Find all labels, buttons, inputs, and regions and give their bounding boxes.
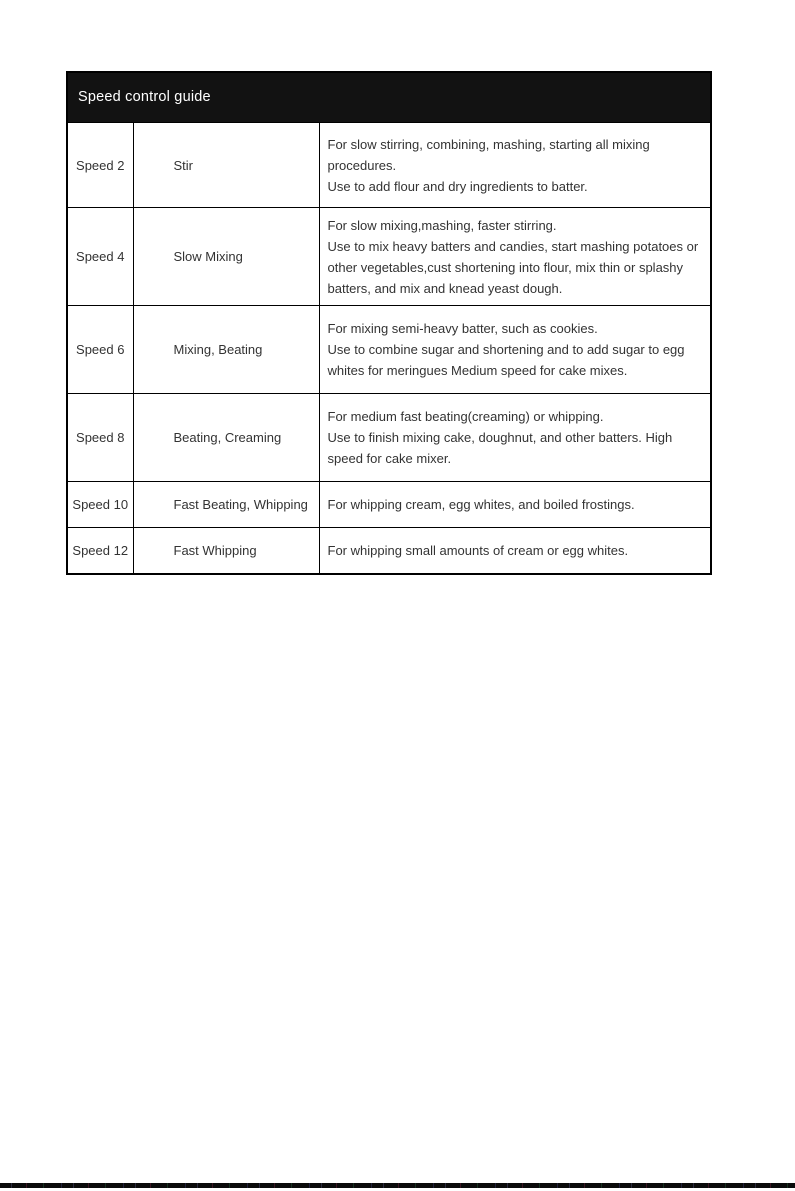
- function-cell: Slow Mixing: [133, 208, 319, 306]
- function-cell: Stir: [133, 123, 319, 208]
- table-title-row: [67, 72, 711, 123]
- description-cell: For slow mixing,mashing, faster stirring. Use to mix heavy batters and candies, start mashing potatoes or other vegetables,cust shortening into flour, mix thin or splashy batters, and mix and knead yeast dough.: [319, 208, 711, 306]
- function-cell: Mixing, Beating: [133, 306, 319, 394]
- table-row-speed-2: [67, 123, 711, 208]
- description-cell: For mixing semi-heavy batter, such as cookies. Use to combine sugar and shortening and to add sugar to egg whites for meringues Medium speed for cake mixes.: [319, 306, 711, 394]
- table-row-speed-12: [67, 528, 711, 574]
- scan-noise-line: [0, 1183, 795, 1188]
- function-cell: Beating, Creaming: [133, 394, 319, 482]
- speed-cell: Speed 6: [67, 306, 133, 394]
- table-row-speed-10: [67, 482, 711, 528]
- speed-control-table: [66, 71, 712, 575]
- speed-cell: Speed 4: [67, 208, 133, 306]
- function-cell: Fast Whipping: [133, 528, 319, 574]
- speed-cell: Speed 2: [67, 123, 133, 208]
- description-cell: For whipping small amounts of cream or egg whites.: [319, 528, 711, 574]
- speed-cell: Speed 8: [67, 394, 133, 482]
- table-row-speed-4: [67, 208, 711, 306]
- description-cell: For slow stirring, combining, mashing, starting all mixing procedures. Use to add flour and dry ingredients to batter.: [319, 123, 711, 208]
- description-cell: For whipping cream, egg whites, and boiled frostings.: [319, 482, 711, 528]
- speed-cell: Speed 10: [67, 482, 133, 528]
- table-row-speed-8: [67, 394, 711, 482]
- table-title: Speed control guide: [67, 72, 711, 123]
- table-row-speed-6: [67, 306, 711, 394]
- description-cell: For medium fast beating(creaming) or whipping. Use to finish mixing cake, doughnut, and other batters. High speed for cake mixer.: [319, 394, 711, 482]
- speed-cell: Speed 12: [67, 528, 133, 574]
- function-cell: Fast Beating, Whipping: [133, 482, 319, 528]
